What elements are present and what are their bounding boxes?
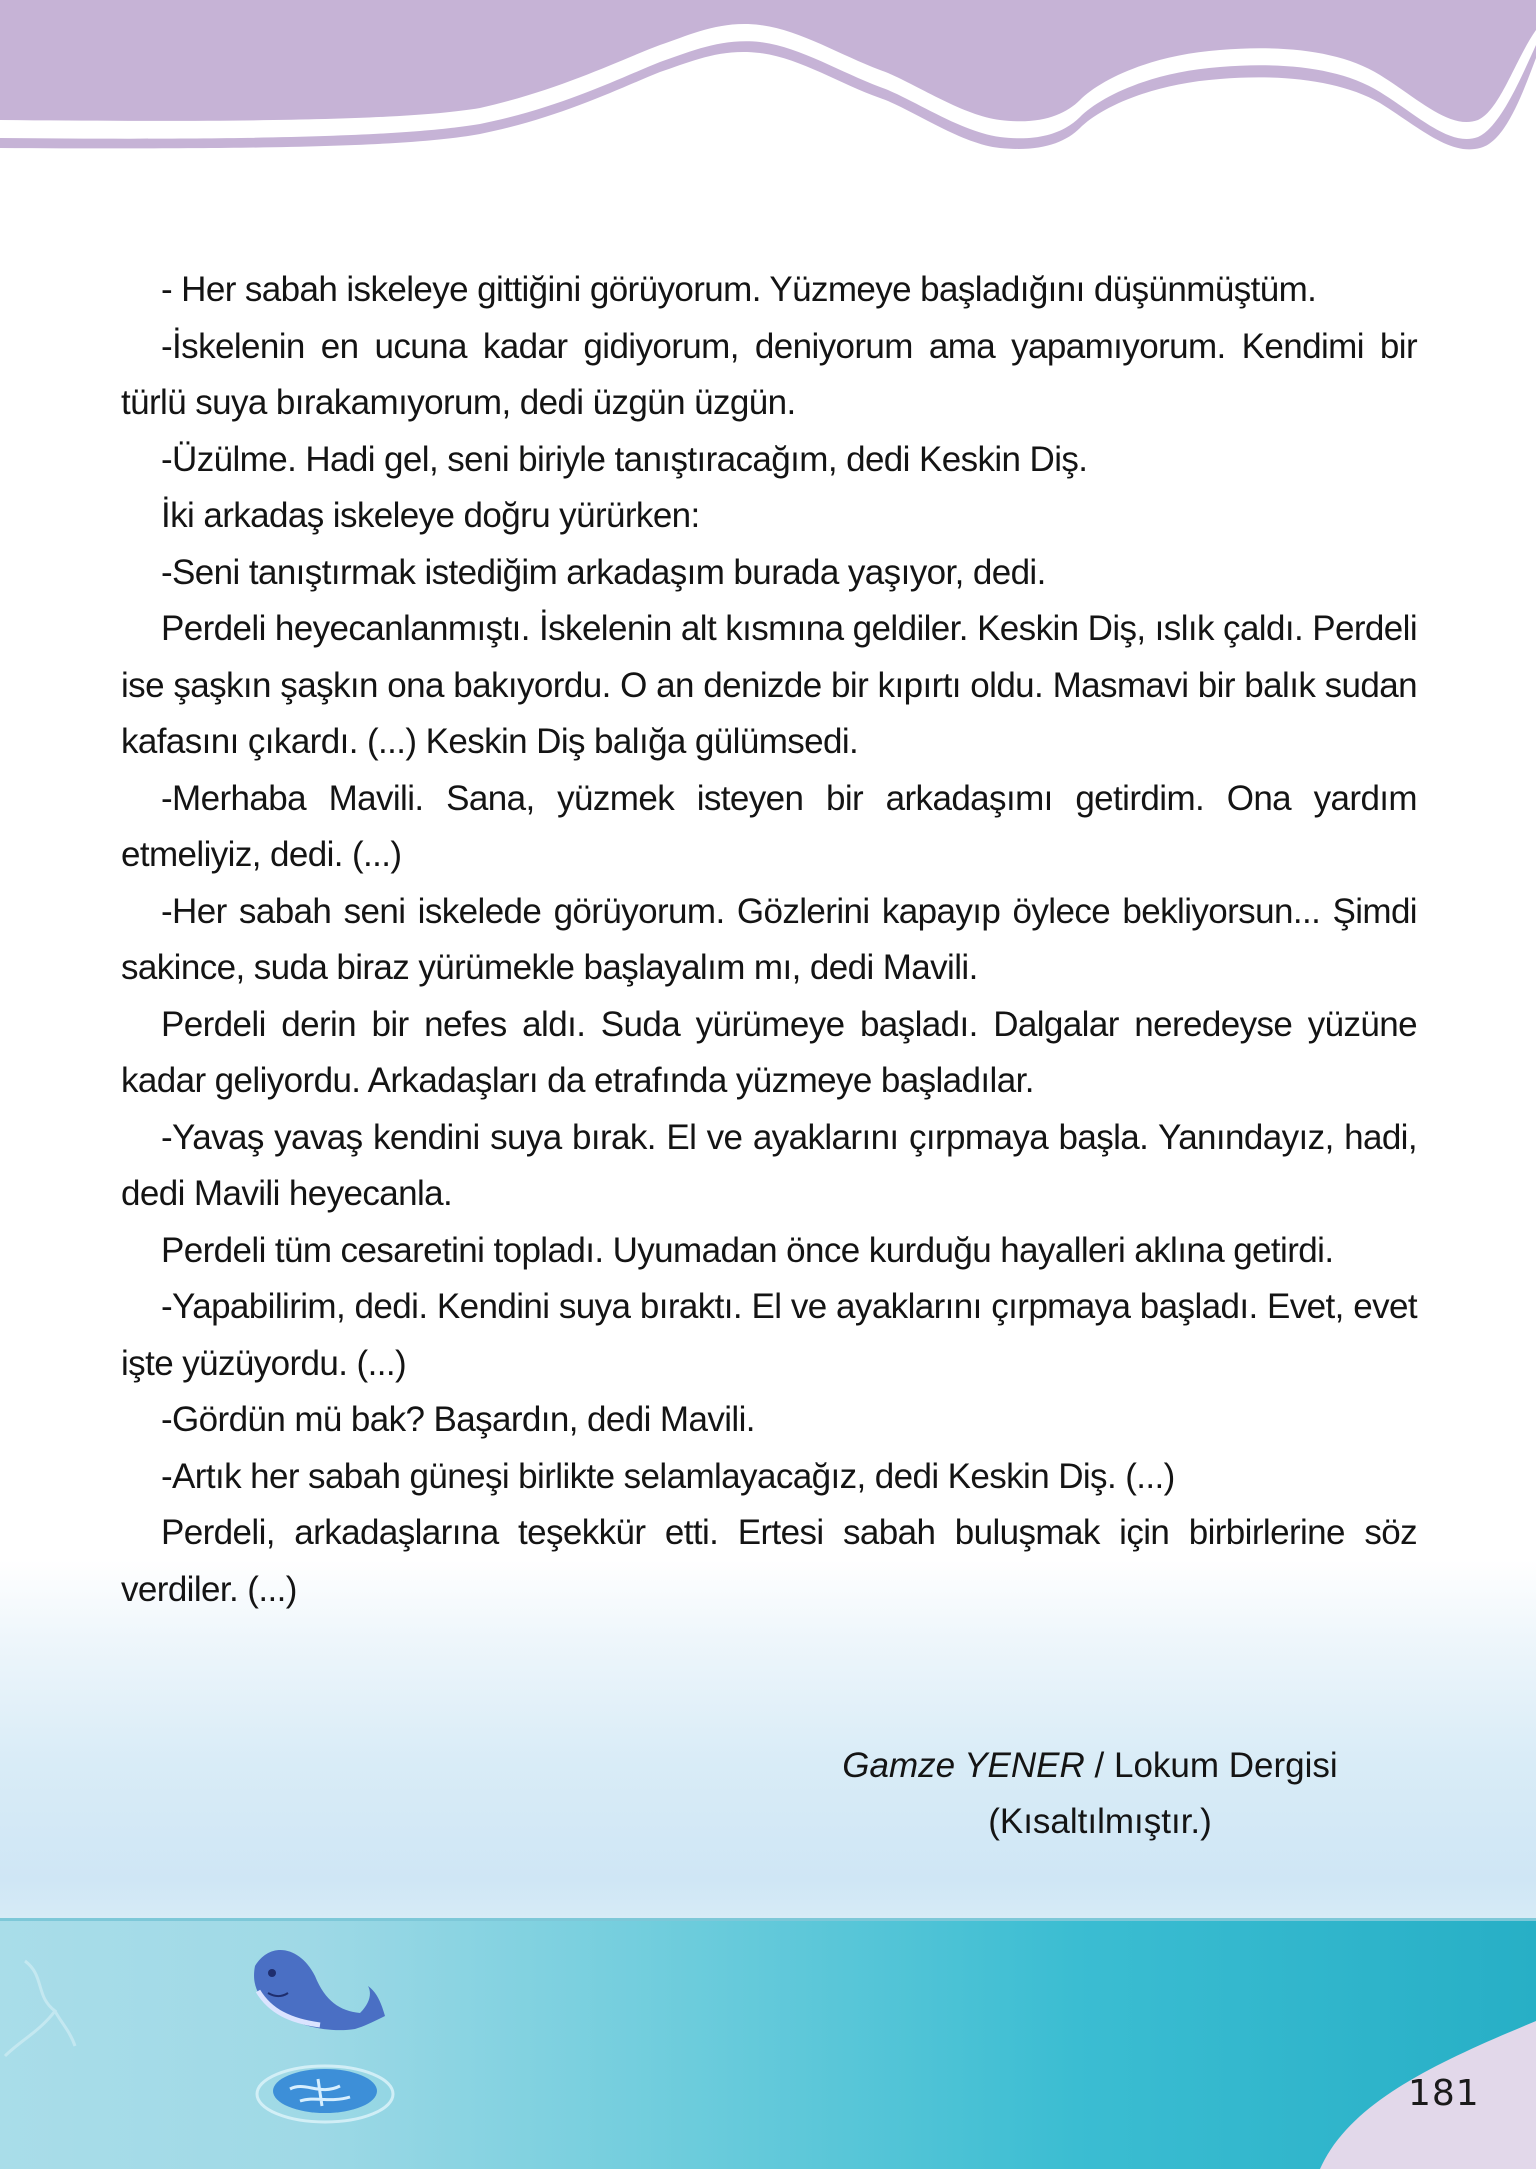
attribution — [780, 1738, 1400, 1850]
story-paragraph: -Merhaba Mavili. Sana, yüzmek isteyen bir arkadaşımı getirdim. Ona yardım etmeliyiz, dedi. (...) — [121, 778, 1417, 874]
story-paragraph: Perdeli derin bir nefes aldı. Suda yürümeye başladı. Dalgalar neredeyse yüzüne kadar geliyordu. Arkadaşları da etrafında yüzmeye başladılar. — [121, 1004, 1417, 1100]
attribution-line — [780, 1738, 1400, 1794]
story-paragraph: -Yavaş yavaş kendini suya bırak. El ve ayaklarını çırpmaya başla. Yanındayız, hadi, dedi Mavili heyecanla. — [121, 1117, 1417, 1213]
story-paragraph: -Üzülme. Hadi gel, seni biriyle tanıştıracağım, dedi Keskin Diş. — [161, 439, 1088, 479]
page-number: 181 — [1408, 2073, 1480, 2114]
fish-icon — [254, 1950, 385, 2030]
footer-band — [0, 1918, 1536, 2169]
story-paragraph: - Her sabah iskeleye gittiğini görüyorum. Yüzmeye başladığını düşünmüştüm. — [161, 270, 1317, 309]
story-paragraph: Perdeli tüm cesaretini topladı. Uyumadan önce kurduğu hayalleri aklına getirdi. — [161, 1230, 1334, 1270]
water-streak-icon — [5, 1961, 75, 2056]
attribution-separator: / — [1084, 1746, 1114, 1785]
source-name: Lokum Dergisi — [1113, 1746, 1338, 1785]
story-paragraph: -Seni tanıştırmak istediğim arkadaşım burada yaşıyor, dedi. — [161, 552, 1046, 592]
author-name: Gamze YENER — [842, 1746, 1085, 1785]
abridged-note: (Kısaltılmıştır.) — [988, 1802, 1212, 1841]
story-paragraph: Perdeli heyecanlanmıştı. İskelenin alt kısmına geldiler. Keskin Diş, ıslık çaldı. Perdeli ise şaşkın şaşkın ona bakıyordu. O an denizde bir kıpırtı oldu. Masmavi bir balık sudan kafasını çıkardı. (...) Keskin Diş balığa gülümsedi. — [121, 609, 1417, 761]
footer-decoration — [0, 1921, 1536, 2169]
water-splash-icon — [257, 2066, 393, 2122]
story-paragraph: İki arkadaş iskeleye doğru yürürken: — [161, 496, 700, 535]
story-paragraph: Perdeli, arkadaşlarına teşekkür etti. Ertesi sabah buluşmak için birbirlerine söz verdiler. (...) — [121, 1513, 1417, 1609]
story-paragraph: -Her sabah seni iskelede görüyorum. Gözlerini kapayıp öylece bekliyorsun... Şimdi sakince, suda biraz yürümekle başlayalım mı, dedi Mavili. — [121, 891, 1417, 987]
header-wave-decoration — [0, 0, 1536, 150]
story-body — [121, 262, 1417, 1618]
story-paragraph: -Yapabilirim, dedi. Kendini suya bıraktı. El ve ayaklarını çırpmaya başladı. Evet, evet işte yüzüyordu. (...) — [121, 1287, 1417, 1383]
story-paragraph: -İskelenin en ucuna kadar gidiyorum, deniyorum ama yapamıyorum. Kendimi bir türlü suya bırakamıyorum, dedi üzgün üzgün. — [121, 326, 1417, 422]
story-paragraph: -Artık her sabah güneşi birlikte selamlayacağız, dedi Keskin Diş. (...) — [161, 1456, 1175, 1496]
story-paragraph: -Gördün mü bak? Başardın, dedi Mavili. — [161, 1400, 755, 1439]
